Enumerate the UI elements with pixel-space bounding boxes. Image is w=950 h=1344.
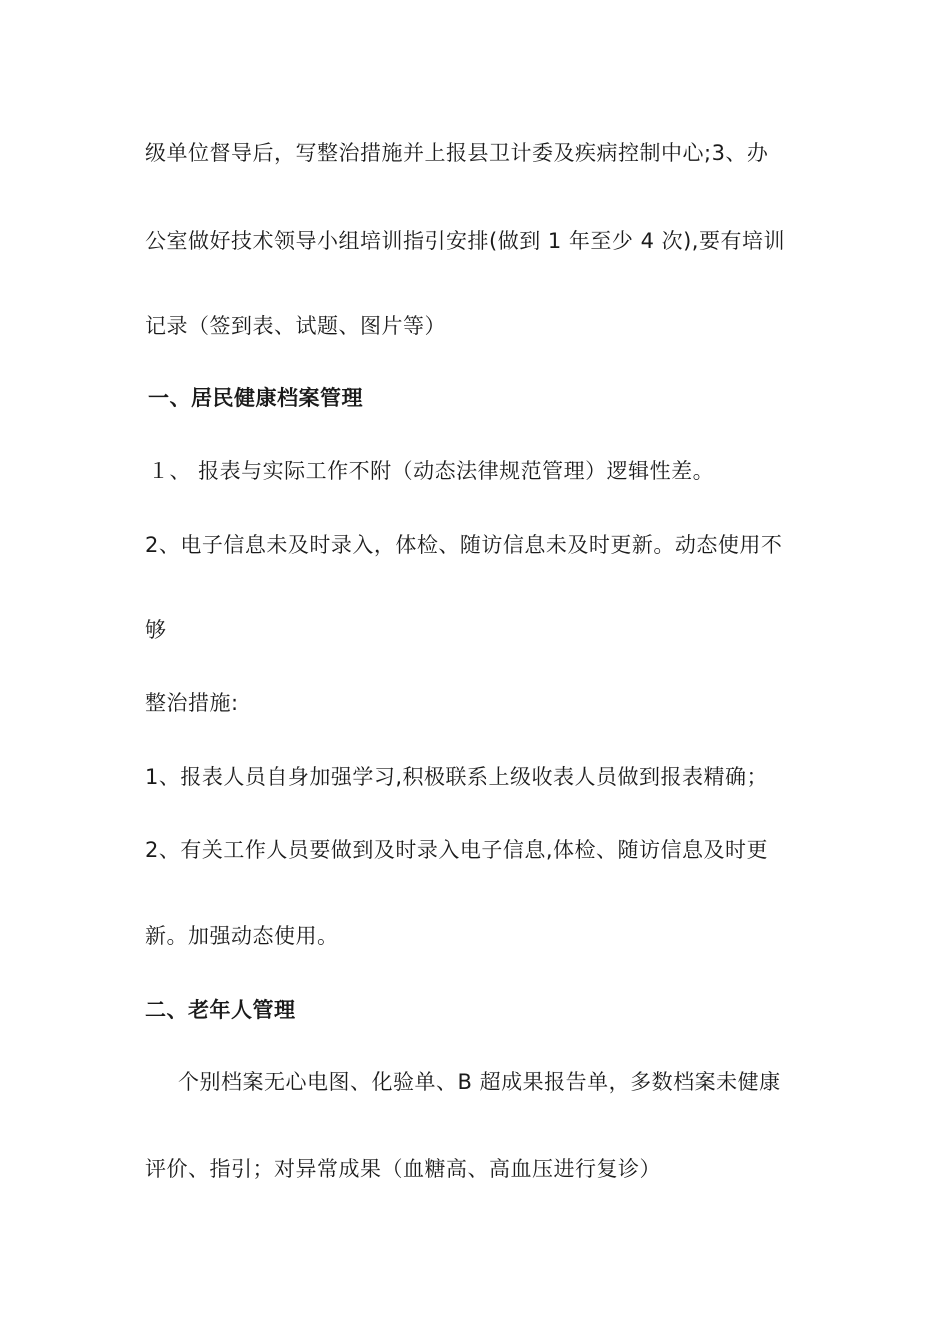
elderly-paragraph-line-1: 个别档案无心电图、化验单、B 超成果报告单，多数档案未健康 <box>178 1070 781 1094</box>
list-item-2: 2、电子信息未及时录入，体检、随访信息未及时更新。动态使用不 <box>145 533 783 557</box>
paragraph-line-1: 级单位督导后，写整治措施并上报县卫计委及疾病控制中心;3、办 <box>145 141 769 165</box>
paragraph-line-3: 记录（签到表、试题、图片等） <box>145 314 446 338</box>
paragraph-line-2: 公室做好技术领导小组培训指引安排(做到 1 年至少 4 次),要有培训 <box>145 229 785 253</box>
measure-item-2-continuation: 新。加强动态使用。 <box>145 924 339 948</box>
measure-item-2: 2、有关工作人员要做到及时录入电子信息,体检、随访信息及时更 <box>145 838 769 862</box>
list-item-2-continuation: 够 <box>145 618 167 642</box>
section-heading-resident-health-records: 一、居民健康档案管理 <box>148 386 363 410</box>
list-item-1: １、 报表与实际工作不附（动态法律规范管理）逻辑性差。 <box>148 459 715 483</box>
measure-item-1: 1、报表人员自身加强学习,积极联系上级收表人员做到报表精确； <box>145 765 769 789</box>
rectification-measures-label: 整治措施: <box>145 691 239 715</box>
elderly-paragraph-line-2: 评价、指引；对异常成果（血糖高、高血压进行复诊） <box>145 1157 661 1181</box>
section-heading-elderly-management: 二、老年人管理 <box>145 998 296 1022</box>
